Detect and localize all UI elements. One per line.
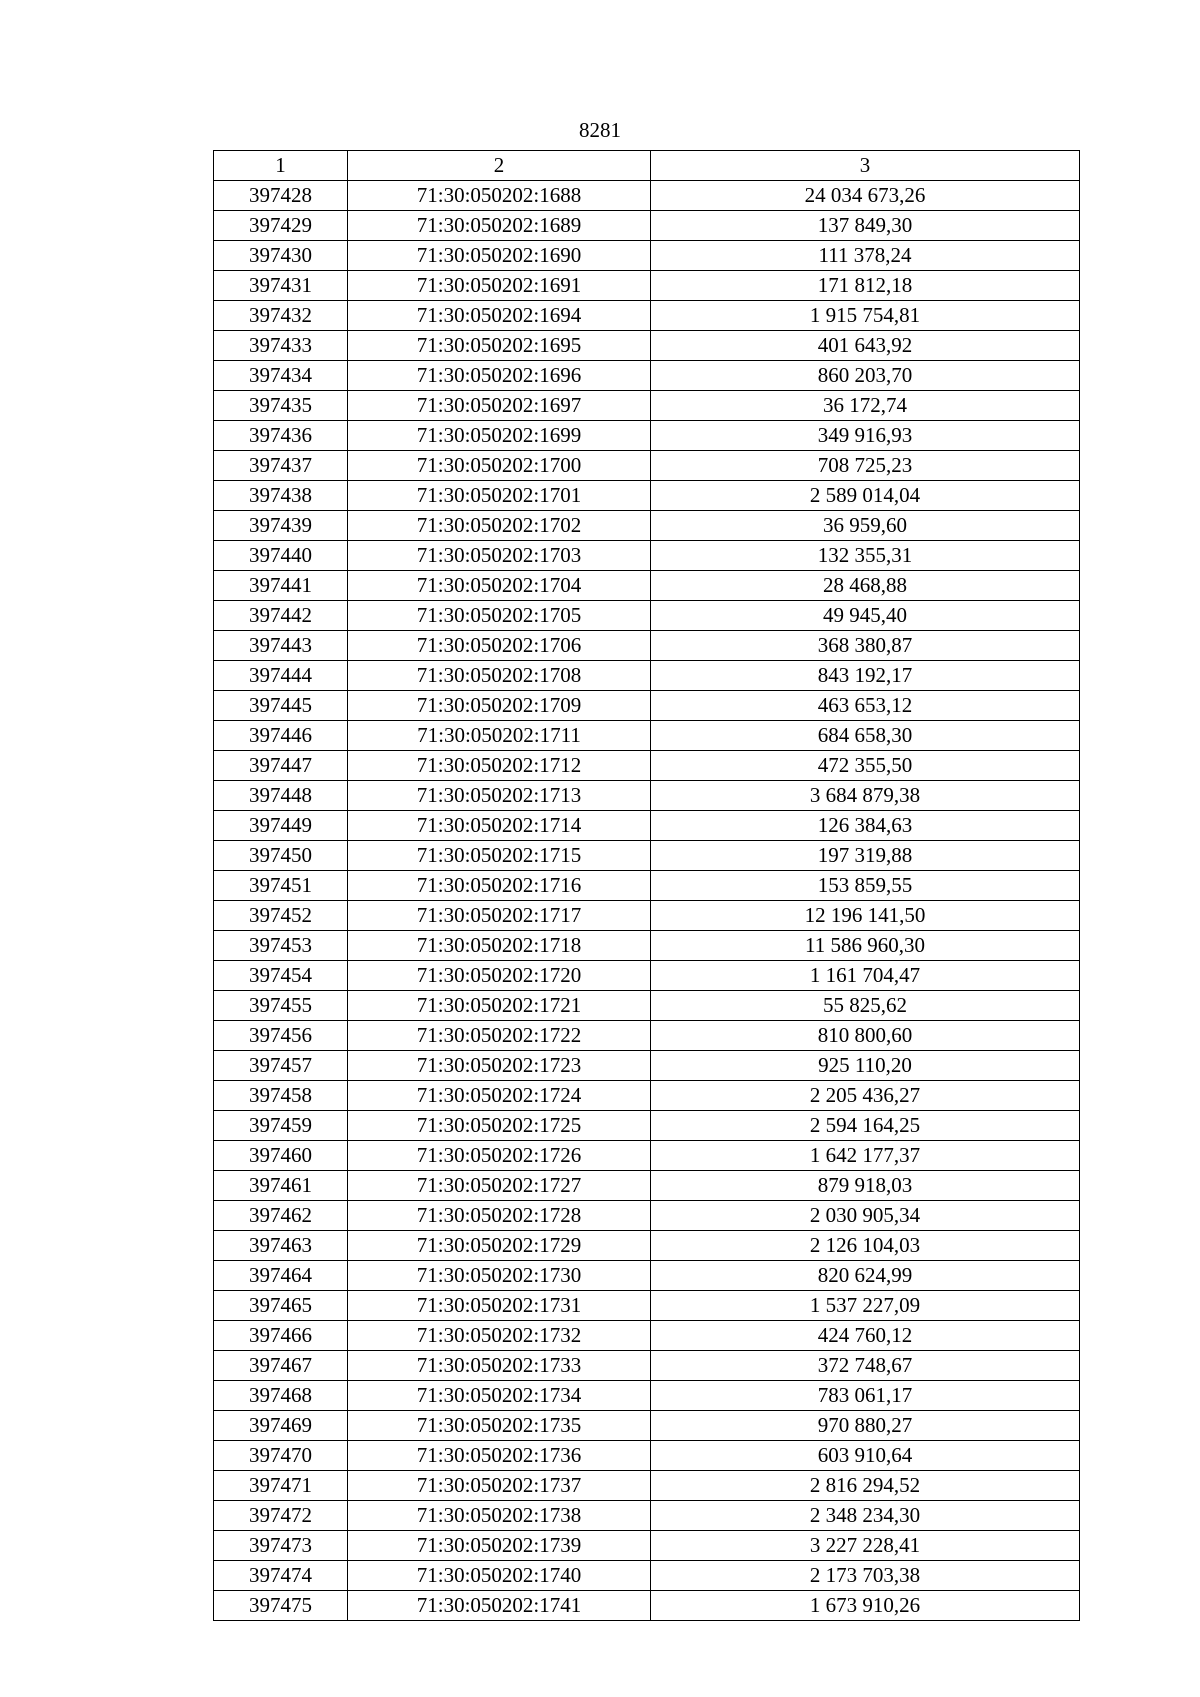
value-cell: 349 916,93 — [651, 421, 1080, 451]
cadastral-number-cell: 71:30:050202:1731 — [348, 1291, 651, 1321]
value-cell: 36 959,60 — [651, 511, 1080, 541]
table-row — [214, 1111, 1080, 1141]
value-cell: 11 586 960,30 — [651, 931, 1080, 961]
value-cell: 684 658,30 — [651, 721, 1080, 751]
row-number-cell: 397430 — [214, 241, 348, 271]
table-row — [214, 871, 1080, 901]
cadastral-number-cell: 71:30:050202:1699 — [348, 421, 651, 451]
row-number-cell: 397455 — [214, 991, 348, 1021]
value-cell: 126 384,63 — [651, 811, 1080, 841]
cadastral-number-cell: 71:30:050202:1700 — [348, 451, 651, 481]
table-row — [214, 1321, 1080, 1351]
value-cell: 810 800,60 — [651, 1021, 1080, 1051]
table-row — [214, 1351, 1080, 1381]
table-row — [214, 1561, 1080, 1591]
page-number: 8281 — [579, 118, 621, 142]
cadastral-number-cell: 71:30:050202:1733 — [348, 1351, 651, 1381]
cadastral-number-cell: 71:30:050202:1724 — [348, 1081, 651, 1111]
row-number-cell: 397447 — [214, 751, 348, 781]
row-number-cell: 397470 — [214, 1441, 348, 1471]
value-cell: 1 537 227,09 — [651, 1291, 1080, 1321]
value-cell: 708 725,23 — [651, 451, 1080, 481]
table-row — [214, 691, 1080, 721]
value-cell: 860 203,70 — [651, 361, 1080, 391]
table-row — [214, 391, 1080, 421]
value-cell: 472 355,50 — [651, 751, 1080, 781]
column-header-1: 1 — [214, 151, 348, 181]
row-number-cell: 397452 — [214, 901, 348, 931]
cadastral-number-cell: 71:30:050202:1741 — [348, 1591, 651, 1621]
cadastral-number-cell: 71:30:050202:1694 — [348, 301, 651, 331]
value-cell: 132 355,31 — [651, 541, 1080, 571]
value-cell: 171 812,18 — [651, 271, 1080, 301]
cadastral-number-cell: 71:30:050202:1721 — [348, 991, 651, 1021]
row-number-cell: 397434 — [214, 361, 348, 391]
row-number-cell: 397464 — [214, 1261, 348, 1291]
cadastral-number-cell: 71:30:050202:1709 — [348, 691, 651, 721]
cadastral-number-cell: 71:30:050202:1727 — [348, 1171, 651, 1201]
row-number-cell: 397460 — [214, 1141, 348, 1171]
cadastral-number-cell: 71:30:050202:1714 — [348, 811, 651, 841]
value-cell: 2 030 905,34 — [651, 1201, 1080, 1231]
row-number-cell: 397474 — [214, 1561, 348, 1591]
table-row — [214, 1051, 1080, 1081]
table-row — [214, 1501, 1080, 1531]
cadastral-number-cell: 71:30:050202:1723 — [348, 1051, 651, 1081]
table-row — [214, 571, 1080, 601]
cadastral-number-cell: 71:30:050202:1737 — [348, 1471, 651, 1501]
table-header — [214, 151, 1080, 181]
row-number-cell: 397442 — [214, 601, 348, 631]
row-number-cell: 397461 — [214, 1171, 348, 1201]
cadastral-number-cell: 71:30:050202:1729 — [348, 1231, 651, 1261]
cadastral-number-cell: 71:30:050202:1708 — [348, 661, 651, 691]
row-number-cell: 397438 — [214, 481, 348, 511]
registry-table — [213, 150, 1080, 1621]
value-cell: 843 192,17 — [651, 661, 1080, 691]
row-number-cell: 397463 — [214, 1231, 348, 1261]
table-row — [214, 901, 1080, 931]
table-row — [214, 1141, 1080, 1171]
table-row — [214, 1171, 1080, 1201]
table-row — [214, 271, 1080, 301]
table-row — [214, 811, 1080, 841]
value-cell: 783 061,17 — [651, 1381, 1080, 1411]
row-number-cell: 397468 — [214, 1381, 348, 1411]
row-number-cell: 397450 — [214, 841, 348, 871]
table-row — [214, 451, 1080, 481]
table-row — [214, 1081, 1080, 1111]
value-cell: 1 161 704,47 — [651, 961, 1080, 991]
cadastral-number-cell: 71:30:050202:1738 — [348, 1501, 651, 1531]
table-row — [214, 1531, 1080, 1561]
cadastral-number-cell: 71:30:050202:1734 — [348, 1381, 651, 1411]
value-cell: 463 653,12 — [651, 691, 1080, 721]
table-row — [214, 181, 1080, 211]
row-number-cell: 397466 — [214, 1321, 348, 1351]
row-number-cell: 397428 — [214, 181, 348, 211]
row-number-cell: 397445 — [214, 691, 348, 721]
value-cell: 3 684 879,38 — [651, 781, 1080, 811]
table-row — [214, 421, 1080, 451]
cadastral-number-cell: 71:30:050202:1706 — [348, 631, 651, 661]
value-cell: 49 945,40 — [651, 601, 1080, 631]
table-row — [214, 1201, 1080, 1231]
value-cell: 36 172,74 — [651, 391, 1080, 421]
value-cell: 879 918,03 — [651, 1171, 1080, 1201]
cadastral-number-cell: 71:30:050202:1704 — [348, 571, 651, 601]
cadastral-number-cell: 71:30:050202:1720 — [348, 961, 651, 991]
cadastral-number-cell: 71:30:050202:1728 — [348, 1201, 651, 1231]
value-cell: 2 594 164,25 — [651, 1111, 1080, 1141]
value-cell: 2 173 703,38 — [651, 1561, 1080, 1591]
value-cell: 368 380,87 — [651, 631, 1080, 661]
table-row — [214, 781, 1080, 811]
value-cell: 55 825,62 — [651, 991, 1080, 1021]
value-cell: 24 034 673,26 — [651, 181, 1080, 211]
table-row — [214, 961, 1080, 991]
value-cell: 970 880,27 — [651, 1411, 1080, 1441]
row-number-cell: 397439 — [214, 511, 348, 541]
header-row — [214, 151, 1080, 181]
table-row — [214, 1381, 1080, 1411]
table-row — [214, 721, 1080, 751]
cadastral-number-cell: 71:30:050202:1732 — [348, 1321, 651, 1351]
table-row — [214, 511, 1080, 541]
cadastral-number-cell: 71:30:050202:1688 — [348, 181, 651, 211]
cadastral-number-cell: 71:30:050202:1703 — [348, 541, 651, 571]
table-row — [214, 1231, 1080, 1261]
value-cell: 1 915 754,81 — [651, 301, 1080, 331]
cadastral-number-cell: 71:30:050202:1690 — [348, 241, 651, 271]
cadastral-number-cell: 71:30:050202:1696 — [348, 361, 651, 391]
cadastral-number-cell: 71:30:050202:1718 — [348, 931, 651, 961]
value-cell: 2 205 436,27 — [651, 1081, 1080, 1111]
value-cell: 3 227 228,41 — [651, 1531, 1080, 1561]
value-cell: 2 589 014,04 — [651, 481, 1080, 511]
row-number-cell: 397449 — [214, 811, 348, 841]
row-number-cell: 397431 — [214, 271, 348, 301]
row-number-cell: 397441 — [214, 571, 348, 601]
column-header-3: 3 — [651, 151, 1080, 181]
cadastral-number-cell: 71:30:050202:1715 — [348, 841, 651, 871]
row-number-cell: 397429 — [214, 211, 348, 241]
value-cell: 603 910,64 — [651, 1441, 1080, 1471]
value-cell: 401 643,92 — [651, 331, 1080, 361]
cadastral-number-cell: 71:30:050202:1722 — [348, 1021, 651, 1051]
cadastral-number-cell: 71:30:050202:1713 — [348, 781, 651, 811]
table-row — [214, 751, 1080, 781]
row-number-cell: 397446 — [214, 721, 348, 751]
value-cell: 424 760,12 — [651, 1321, 1080, 1351]
cadastral-number-cell: 71:30:050202:1689 — [348, 211, 651, 241]
row-number-cell: 397457 — [214, 1051, 348, 1081]
table-row — [214, 241, 1080, 271]
table-row — [214, 1261, 1080, 1291]
table-row — [214, 1591, 1080, 1621]
value-cell: 1 642 177,37 — [651, 1141, 1080, 1171]
cadastral-number-cell: 71:30:050202:1695 — [348, 331, 651, 361]
row-number-cell: 397456 — [214, 1021, 348, 1051]
row-number-cell: 397443 — [214, 631, 348, 661]
table-row — [214, 991, 1080, 1021]
cadastral-number-cell: 71:30:050202:1716 — [348, 871, 651, 901]
row-number-cell: 397440 — [214, 541, 348, 571]
table-row — [214, 661, 1080, 691]
table-row — [214, 541, 1080, 571]
row-number-cell: 397469 — [214, 1411, 348, 1441]
row-number-cell: 397472 — [214, 1501, 348, 1531]
cadastral-number-cell: 71:30:050202:1735 — [348, 1411, 651, 1441]
row-number-cell: 397453 — [214, 931, 348, 961]
cadastral-number-cell: 71:30:050202:1691 — [348, 271, 651, 301]
value-cell: 12 196 141,50 — [651, 901, 1080, 931]
table-row — [214, 1021, 1080, 1051]
table-row — [214, 1291, 1080, 1321]
table-body — [214, 181, 1080, 1621]
cadastral-number-cell: 71:30:050202:1725 — [348, 1111, 651, 1141]
row-number-cell: 397432 — [214, 301, 348, 331]
value-cell: 925 110,20 — [651, 1051, 1080, 1081]
table-row — [214, 601, 1080, 631]
value-cell: 2 816 294,52 — [651, 1471, 1080, 1501]
value-cell: 28 468,88 — [651, 571, 1080, 601]
table-row — [214, 1471, 1080, 1501]
value-cell: 1 673 910,26 — [651, 1591, 1080, 1621]
row-number-cell: 397467 — [214, 1351, 348, 1381]
row-number-cell: 397475 — [214, 1591, 348, 1621]
row-number-cell: 397462 — [214, 1201, 348, 1231]
value-cell: 137 849,30 — [651, 211, 1080, 241]
cadastral-number-cell: 71:30:050202:1705 — [348, 601, 651, 631]
row-number-cell: 397444 — [214, 661, 348, 691]
value-cell: 197 319,88 — [651, 841, 1080, 871]
cadastral-number-cell: 71:30:050202:1736 — [348, 1441, 651, 1471]
cadastral-number-cell: 71:30:050202:1740 — [348, 1561, 651, 1591]
cadastral-number-cell: 71:30:050202:1717 — [348, 901, 651, 931]
cadastral-number-cell: 71:30:050202:1702 — [348, 511, 651, 541]
row-number-cell: 397454 — [214, 961, 348, 991]
cadastral-number-cell: 71:30:050202:1726 — [348, 1141, 651, 1171]
cadastral-number-cell: 71:30:050202:1712 — [348, 751, 651, 781]
value-cell: 153 859,55 — [651, 871, 1080, 901]
value-cell: 820 624,99 — [651, 1261, 1080, 1291]
table-row — [214, 331, 1080, 361]
value-cell: 2 126 104,03 — [651, 1231, 1080, 1261]
row-number-cell: 397451 — [214, 871, 348, 901]
cadastral-number-cell: 71:30:050202:1739 — [348, 1531, 651, 1561]
cadastral-number-cell: 71:30:050202:1701 — [348, 481, 651, 511]
row-number-cell: 397435 — [214, 391, 348, 421]
table-row — [214, 1411, 1080, 1441]
table-row — [214, 841, 1080, 871]
value-cell: 111 378,24 — [651, 241, 1080, 271]
column-header-2: 2 — [348, 151, 651, 181]
cadastral-number-cell: 71:30:050202:1697 — [348, 391, 651, 421]
row-number-cell: 397437 — [214, 451, 348, 481]
row-number-cell: 397473 — [214, 1531, 348, 1561]
row-number-cell: 397436 — [214, 421, 348, 451]
table-row — [214, 931, 1080, 961]
table-row — [214, 211, 1080, 241]
table-row — [214, 631, 1080, 661]
table-row — [214, 301, 1080, 331]
value-cell: 2 348 234,30 — [651, 1501, 1080, 1531]
row-number-cell: 397458 — [214, 1081, 348, 1111]
table-row — [214, 1441, 1080, 1471]
value-cell: 372 748,67 — [651, 1351, 1080, 1381]
row-number-cell: 397471 — [214, 1471, 348, 1501]
row-number-cell: 397459 — [214, 1111, 348, 1141]
table-row — [214, 361, 1080, 391]
cadastral-number-cell: 71:30:050202:1730 — [348, 1261, 651, 1291]
row-number-cell: 397433 — [214, 331, 348, 361]
row-number-cell: 397448 — [214, 781, 348, 811]
table-row — [214, 481, 1080, 511]
row-number-cell: 397465 — [214, 1291, 348, 1321]
cadastral-number-cell: 71:30:050202:1711 — [348, 721, 651, 751]
